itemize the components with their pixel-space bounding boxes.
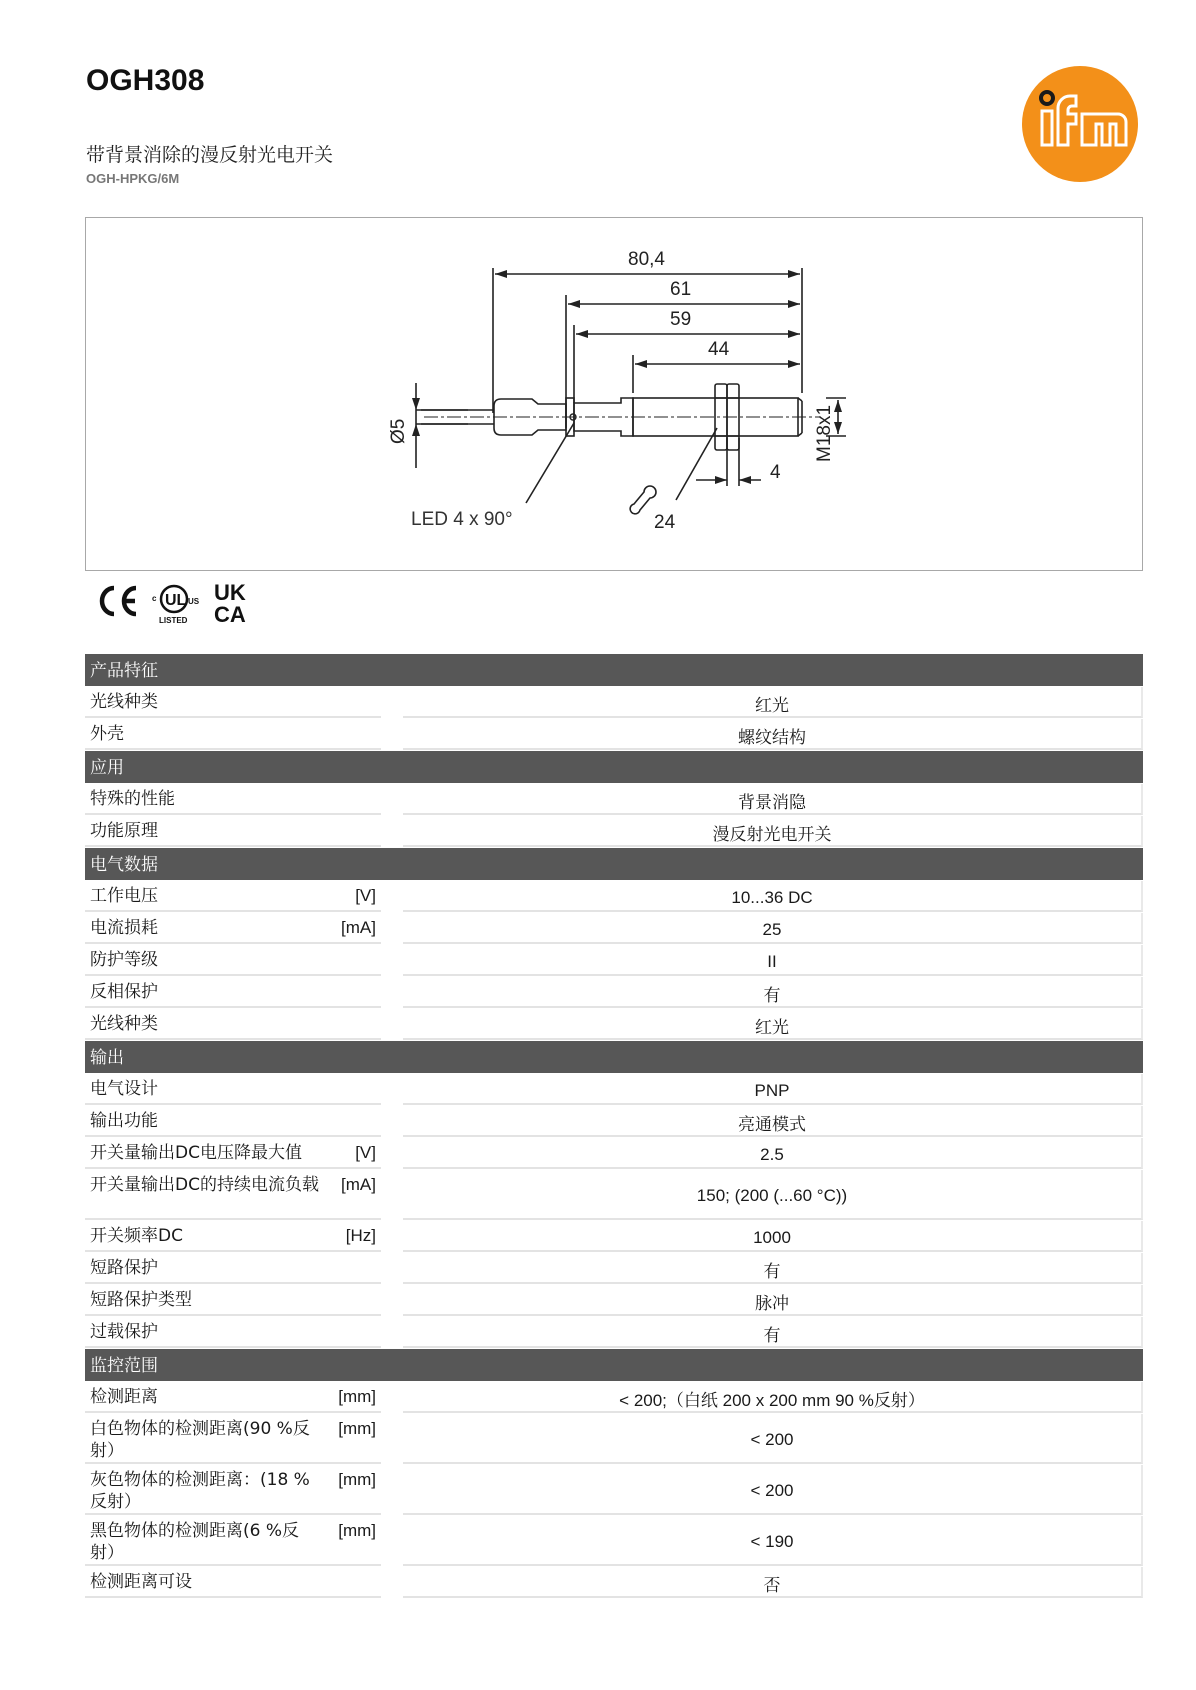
- spec-label-cell: [85, 816, 381, 847]
- ul-listed-icon: [152, 586, 200, 625]
- spec-label: 白色物体的检测距离(90 %反射）: [90, 1419, 310, 1461]
- spec-label: 光线种类: [90, 692, 158, 712]
- dim-61: 61: [670, 279, 692, 300]
- dim-59: 59: [670, 309, 692, 330]
- spec-row: [85, 1138, 1143, 1169]
- spec-row: [85, 1009, 1143, 1040]
- svg-text:UL: UL: [165, 592, 187, 609]
- ifm-logo: [1020, 64, 1140, 184]
- spec-row: [85, 1465, 1143, 1515]
- spec-row: [85, 1516, 1143, 1566]
- spec-value: II: [403, 945, 1143, 976]
- spec-label-cell: [85, 1516, 381, 1566]
- section-header: 监控范围: [85, 1349, 1143, 1381]
- led-label: LED 4 x 90°: [411, 509, 513, 530]
- spec-row: [85, 784, 1143, 815]
- spec-unit: [V]: [355, 886, 376, 905]
- dim-80-4: 80,4: [628, 249, 665, 270]
- spec-value: 150; (200 (...60 °C)): [403, 1170, 1143, 1220]
- spec-value: < 190: [403, 1516, 1143, 1566]
- spec-value: 1000: [403, 1221, 1143, 1252]
- wrench-icon: [630, 486, 656, 514]
- spec-unit: [mm]: [338, 1419, 376, 1438]
- spec-label: 开关量输出DC的持续电流负载: [90, 1175, 319, 1195]
- spec-label-cell: [85, 1170, 381, 1220]
- spec-row: [85, 977, 1143, 1008]
- spec-row: [85, 945, 1143, 976]
- product-code: OGH-HPKG/6M: [86, 171, 180, 186]
- spec-value: < 200;（白纸 200 x 200 mm 90 %反射）: [403, 1382, 1143, 1413]
- dimension-drawing: [85, 217, 1143, 571]
- spec-value: 有: [403, 1317, 1143, 1348]
- spec-label: 防护等级: [90, 950, 158, 970]
- dim-diameter: Ø5: [388, 418, 409, 444]
- spec-label-cell: [85, 687, 381, 718]
- spec-value: < 200: [403, 1414, 1143, 1464]
- dim-wrench: 24: [654, 512, 676, 533]
- product-subtitle: 带背景消除的漫反射光电开关: [86, 144, 334, 166]
- spec-label-cell: [85, 1106, 381, 1137]
- spec-unit: [mm]: [338, 1521, 376, 1540]
- spec-label: 开关量输出DC电压降最大值: [90, 1143, 302, 1163]
- spec-value: 漫反射光电开关: [403, 816, 1143, 847]
- spec-label: 特殊的性能: [90, 789, 175, 809]
- spec-row: [85, 687, 1143, 718]
- spec-label: 过载保护: [90, 1322, 158, 1342]
- spec-unit: [Hz]: [345, 1226, 376, 1245]
- spec-label-cell: [85, 784, 381, 815]
- svg-text:LISTED: LISTED: [159, 616, 188, 625]
- spec-row: [85, 881, 1143, 912]
- spec-value: 有: [403, 977, 1143, 1008]
- spec-label: 电流损耗: [90, 918, 158, 938]
- spec-row: [85, 1414, 1143, 1464]
- svg-text:CA: CA: [214, 602, 246, 627]
- spec-row: [85, 1253, 1143, 1284]
- spec-label-cell: [85, 1465, 381, 1515]
- spec-row: [85, 1170, 1143, 1220]
- spec-unit: [mm]: [338, 1387, 376, 1406]
- spec-value: 亮通模式: [403, 1106, 1143, 1137]
- spec-row: [85, 1074, 1143, 1105]
- spec-value: 红光: [403, 1009, 1143, 1040]
- spec-label: 光线种类: [90, 1014, 158, 1034]
- section-header: 产品特征: [85, 654, 1143, 686]
- spec-label-cell: [85, 1285, 381, 1316]
- spec-label: 黑色物体的检测距离(6 %反射）: [90, 1521, 300, 1563]
- spec-unit: [V]: [355, 1143, 376, 1162]
- svg-text:c: c: [152, 594, 157, 603]
- spec-label: 检测距离: [90, 1387, 158, 1407]
- spec-label-cell: [85, 1567, 381, 1598]
- spec-label: 反相保护: [90, 982, 158, 1002]
- spec-unit: [mA]: [341, 1175, 376, 1194]
- spec-label-cell: [85, 1009, 381, 1040]
- spec-value: 红光: [403, 687, 1143, 718]
- spec-label-cell: [85, 945, 381, 976]
- spec-label-cell: [85, 913, 381, 944]
- spec-value: 10...36 DC: [403, 881, 1143, 912]
- spec-label-cell: [85, 1074, 381, 1105]
- spec-row: [85, 913, 1143, 944]
- spec-row: [85, 1567, 1143, 1598]
- spec-label: 短路保护: [90, 1258, 158, 1278]
- spec-value: 25: [403, 913, 1143, 944]
- spec-table: [85, 654, 1143, 1599]
- certification-marks: [92, 578, 272, 628]
- spec-row: [85, 1221, 1143, 1252]
- svg-text:US: US: [188, 597, 200, 606]
- spec-label-cell: [85, 1382, 381, 1413]
- product-title: OGH308: [86, 64, 205, 97]
- spec-value: 脉冲: [403, 1285, 1143, 1316]
- spec-unit: [mm]: [338, 1470, 376, 1489]
- spec-label-cell: [85, 1138, 381, 1169]
- spec-value: 螺纹结构: [403, 719, 1143, 750]
- svg-text:UK: UK: [214, 580, 246, 605]
- spec-label: 开关频率DC: [90, 1226, 183, 1246]
- section-header: 电气数据: [85, 848, 1143, 880]
- dim-4: 4: [770, 462, 781, 483]
- spec-value: 背景消隐: [403, 784, 1143, 815]
- spec-label: 输出功能: [90, 1111, 158, 1131]
- spec-value: 否: [403, 1567, 1143, 1598]
- spec-row: [85, 1106, 1143, 1137]
- spec-label-cell: [85, 1253, 381, 1284]
- spec-label: 功能原理: [90, 821, 158, 841]
- dim-thread: M18x1: [814, 404, 835, 462]
- spec-value: 2.5: [403, 1138, 1143, 1169]
- spec-label: 灰色物体的检测距离：(18 %反射）: [90, 1470, 310, 1512]
- spec-label-cell: [85, 881, 381, 912]
- ce-mark-icon: [102, 588, 136, 614]
- spec-label: 电气设计: [90, 1079, 158, 1099]
- spec-label: 短路保护类型: [90, 1290, 192, 1310]
- spec-label-cell: [85, 1414, 381, 1464]
- spec-row: [85, 1317, 1143, 1348]
- spec-label-cell: [85, 719, 381, 750]
- spec-row: [85, 1285, 1143, 1316]
- spec-value: PNP: [403, 1074, 1143, 1105]
- spec-row: [85, 1382, 1143, 1413]
- spec-label: 检测距离可设: [90, 1572, 192, 1592]
- ukca-mark-icon: [214, 580, 246, 627]
- spec-value: 有: [403, 1253, 1143, 1284]
- spec-label: 外壳: [90, 724, 124, 744]
- dim-44: 44: [708, 339, 730, 360]
- section-header: 应用: [85, 751, 1143, 783]
- spec-row: [85, 719, 1143, 750]
- section-header: 输出: [85, 1041, 1143, 1073]
- spec-label-cell: [85, 977, 381, 1008]
- spec-label: 工作电压: [90, 886, 158, 906]
- spec-unit: [mA]: [341, 918, 376, 937]
- spec-label-cell: [85, 1317, 381, 1348]
- spec-row: [85, 816, 1143, 847]
- spec-label-cell: [85, 1221, 381, 1252]
- spec-value: < 200: [403, 1465, 1143, 1515]
